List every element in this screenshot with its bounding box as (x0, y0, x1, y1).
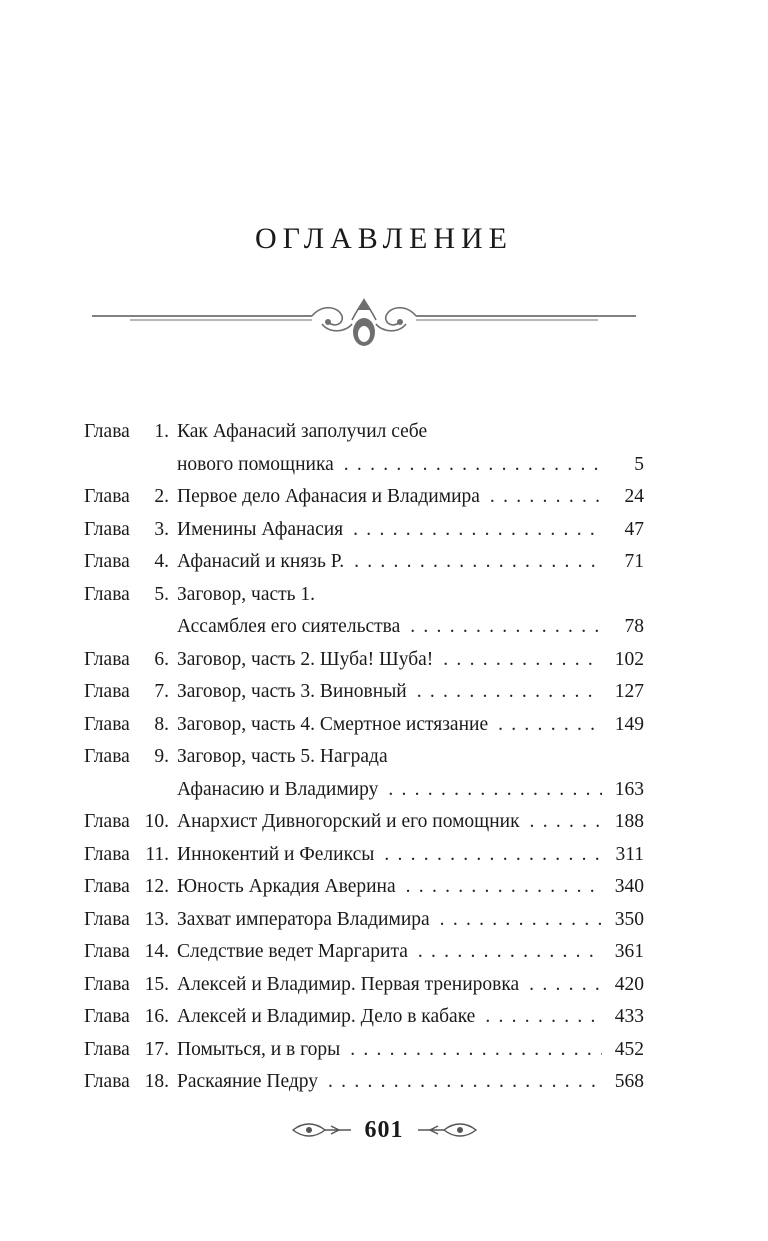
chapter-number: 14. (144, 941, 169, 962)
chapter-title: Юность Аркадия Аверина (177, 876, 396, 897)
toc-entry (84, 416, 644, 449)
dot-leader (485, 1001, 602, 1034)
chapter-title: Заговор, часть 3. Виновный (177, 681, 407, 702)
table-of-contents (84, 416, 644, 1099)
page-ref: 452 (614, 1038, 644, 1060)
chapter-label: Глава (84, 421, 130, 442)
toc-entry-continuation (84, 774, 644, 807)
chapter-label: Глава (84, 941, 130, 962)
toc-entry (84, 806, 644, 839)
chapter-label: Глава (84, 843, 130, 865)
toc-entry (84, 1034, 644, 1067)
dot-leader (353, 514, 602, 547)
chapter-number: 18. (144, 1071, 169, 1092)
dot-leader (529, 969, 602, 1002)
chapter-title: Афанасий и князь Р. (177, 551, 345, 572)
page-ref: 102 (614, 648, 644, 670)
chapter-title: Заговор, часть 4. Смертное истязание (177, 713, 489, 735)
dot-leader (354, 546, 602, 579)
chapter-title: Иннокентий и Феликсы (177, 843, 375, 865)
page-ref: 420 (614, 973, 644, 995)
toc-entry (84, 514, 644, 547)
page-ref: 149 (614, 713, 644, 735)
chapter-label: Глава (84, 583, 130, 605)
dot-leader (498, 709, 602, 742)
chapter-title: Алексей и Владимир. Первая тренировка (177, 973, 520, 995)
chapter-label: Глава (84, 973, 130, 995)
page-ref: 311 (615, 843, 644, 865)
dot-leader (418, 936, 602, 969)
chapter-title: Анархист Дивногорский и его помощник (177, 811, 520, 832)
chapter-number: 10. (144, 811, 169, 832)
chapter-title: Помыться, и в горы (177, 1038, 341, 1060)
chapter-title: Заговор, часть 1. (177, 583, 316, 605)
chapter-number: 17. (144, 1038, 169, 1060)
dot-leader (440, 904, 602, 937)
dot-leader (344, 449, 602, 482)
toc-entry (84, 546, 644, 579)
chapter-number: 11. (145, 843, 169, 865)
chapter-title: Алексей и Владимир. Дело в кабаке (177, 1006, 476, 1027)
chapter-label: Глава (84, 681, 130, 702)
chapter-label: Глава (84, 518, 130, 540)
page-ref: 47 (624, 518, 644, 540)
chapter-number: 6. (154, 648, 169, 670)
toc-entry-continuation (84, 611, 644, 644)
page-ref: 350 (614, 908, 644, 930)
toc-entry (84, 579, 644, 612)
toc-entry (84, 644, 644, 677)
dot-leader (388, 774, 602, 807)
chapter-number: 2. (154, 486, 169, 507)
toc-entry (84, 1001, 644, 1034)
dot-leader (410, 611, 602, 644)
chapter-title: Именины Афанасия (177, 518, 344, 540)
chapter-title: Захват императора Владимира (177, 908, 430, 930)
chapter-label: Глава (84, 811, 130, 832)
page-ref: 340 (614, 876, 644, 897)
chapter-label: Глава (84, 746, 130, 767)
page-ref: 188 (614, 811, 644, 832)
page-number: 601 (364, 1116, 404, 1143)
page-ref: 24 (624, 486, 644, 507)
chapter-number: 7. (154, 681, 169, 702)
chapter-number: 12. (144, 876, 169, 897)
toc-entry (84, 871, 644, 904)
chapter-number: 9. (154, 746, 169, 767)
toc-entry (84, 481, 644, 514)
chapter-label: Глава (84, 648, 130, 670)
chapter-title: Афанасию и Владимиру (177, 778, 379, 800)
chapter-title: Заговор, часть 5. Награда (177, 746, 388, 767)
page-ref: 433 (614, 1006, 644, 1027)
chapter-number: 4. (154, 551, 169, 572)
toc-entry (84, 936, 644, 969)
chapter-title: Как Афанасий заполучил себе (177, 421, 428, 442)
page-footer (0, 1112, 768, 1148)
dot-leader (490, 481, 602, 514)
chapter-title: Ассамблея его сиятельства (177, 616, 401, 637)
chapter-title: Следствие ведет Маргарита (177, 941, 408, 962)
chapter-label: Глава (84, 713, 130, 735)
page-ref: 568 (614, 1071, 644, 1092)
toc-entry (84, 969, 644, 1002)
chapter-label: Глава (84, 486, 130, 507)
dot-leader (406, 871, 602, 904)
page-ref: 71 (624, 551, 644, 572)
toc-entry (84, 741, 644, 774)
toc-entry (84, 676, 644, 709)
dot-leader (443, 644, 602, 677)
chapter-label: Глава (84, 1006, 130, 1027)
chapter-title: Заговор, часть 2. Шуба! Шуба! (177, 648, 434, 670)
right-flourish-icon (416, 1120, 478, 1140)
chapter-number: 3. (154, 518, 169, 540)
chapter-title: Первое дело Афанасия и Владимира (177, 486, 480, 507)
chapter-label: Глава (84, 551, 130, 572)
toc-entry (84, 709, 644, 742)
chapter-label: Глава (84, 876, 130, 897)
toc-entry (84, 1066, 644, 1099)
dot-leader (417, 676, 602, 709)
toc-entry (84, 839, 644, 872)
dot-leader (530, 806, 602, 839)
dot-leader (384, 839, 602, 872)
page-ref: 5 (634, 453, 644, 475)
chapter-title: Раскаяние Педру (177, 1071, 319, 1092)
chapter-number: 13. (144, 908, 169, 930)
toc-entry (84, 904, 644, 937)
page-ref: 361 (614, 941, 644, 962)
page-ref: 127 (614, 681, 644, 702)
chapter-number: 5. (154, 583, 169, 605)
page-title: ОГЛАВЛЕНИЕ (255, 222, 513, 255)
dot-leader (350, 1034, 602, 1067)
chapter-label: Глава (84, 1071, 130, 1092)
toc-entry-continuation (84, 449, 644, 482)
page-ref: 163 (614, 778, 644, 800)
chapter-number: 1. (154, 421, 169, 442)
chapter-label: Глава (84, 908, 130, 930)
chapter-title: нового помощника (177, 453, 334, 475)
dot-leader (328, 1066, 602, 1099)
chapter-number: 16. (144, 1006, 169, 1027)
chapter-number: 15. (144, 973, 169, 995)
chapter-label: Глава (84, 1038, 130, 1060)
ornament-divider-icon (90, 290, 638, 362)
chapter-number: 8. (154, 713, 169, 735)
left-flourish-icon (291, 1120, 353, 1140)
page-ref: 78 (624, 616, 644, 637)
